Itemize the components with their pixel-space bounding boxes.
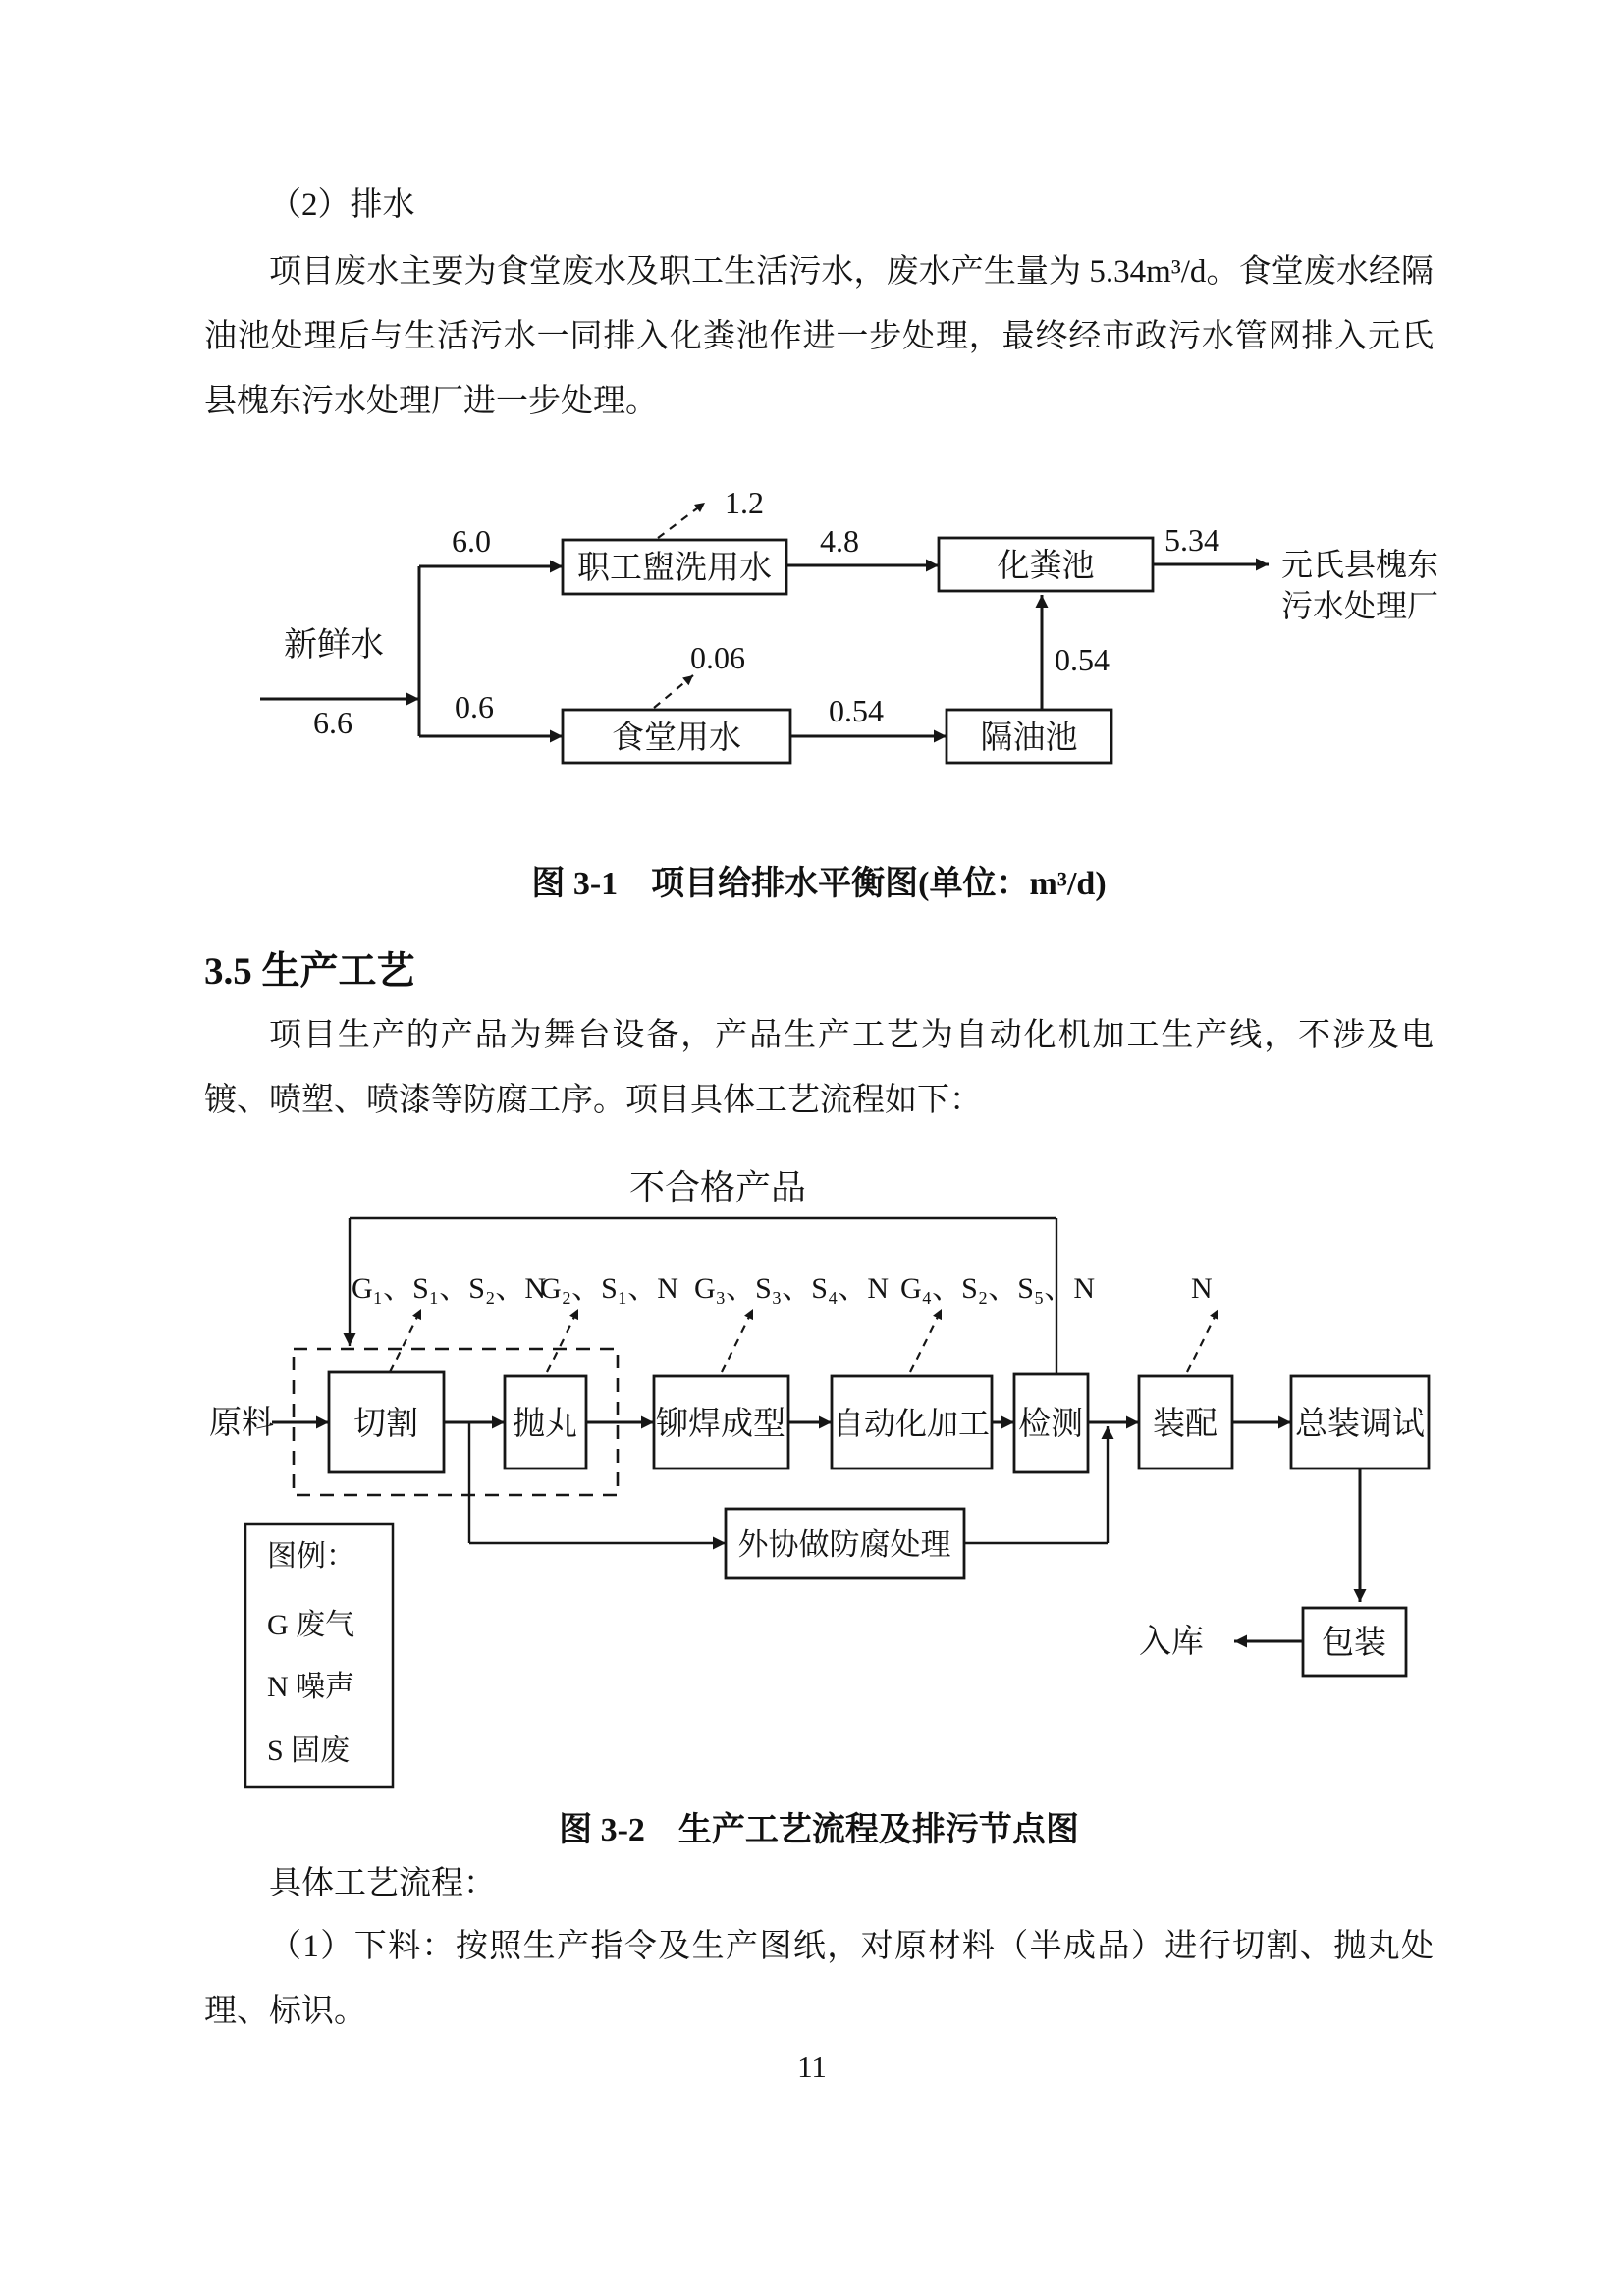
step-label-final-assembly: 总装调试	[1295, 1407, 1425, 1442]
step-label-machining: 自动化加工	[832, 1406, 991, 1441]
emission-arrow-machining	[910, 1309, 942, 1372]
emission-arrow-welding	[722, 1309, 753, 1372]
value-washing-in: 6.0	[452, 523, 491, 559]
figure-3-1-caption: 图 3-1 项目给排水平衡图(单位：m³/d)	[531, 866, 1107, 902]
process-flow-svg	[162, 1158, 1468, 1796]
washing-loss-arrow	[658, 503, 705, 538]
grease-label: 隔油池	[980, 721, 1078, 756]
emission-label-cutting: G₁、S₁、S₂、N	[352, 1272, 547, 1305]
packing-label: 包装	[1322, 1626, 1386, 1661]
step-label-inspection: 检测	[1018, 1407, 1083, 1442]
value-washing-loss: 1.2	[725, 485, 764, 520]
legend-gas: G 废气	[267, 1609, 355, 1641]
legend-title: 图例：	[267, 1540, 355, 1573]
septic-label: 化粪池	[997, 549, 1095, 584]
value-total-in: 6.6	[313, 705, 352, 740]
emission-label-assembly: N	[1191, 1272, 1213, 1305]
value-grease-out: 0.54	[1055, 642, 1110, 677]
process-step-1: （1）下料：按照生产指令及生产图纸，对原材料（半成品）进行切割、抛丸处理、标识。	[204, 1929, 1434, 2029]
legend-solid-waste: S 固废	[267, 1735, 351, 1767]
value-discharge: 5.34	[1164, 522, 1219, 558]
legend-noise: N 噪声	[267, 1671, 355, 1703]
storage-label: 入库	[1139, 1625, 1204, 1660]
emission-arrow-assembly	[1187, 1309, 1218, 1372]
value-canteen-out: 0.54	[829, 693, 884, 728]
step-label-assembly: 装配	[1153, 1407, 1218, 1442]
page-number: 11	[797, 2050, 827, 2084]
raw-material-label: 原料	[209, 1406, 274, 1441]
plant-label-line1: 元氏县槐东	[1281, 547, 1439, 582]
section-heading-3-5: 3.5 生产工艺	[204, 950, 415, 992]
plant-label-line2: 污水处理厂	[1281, 588, 1439, 623]
process-flow-title: 具体工艺流程：	[269, 1866, 496, 1901]
process-paragraph: 项目生产的产品为舞台设备，产品生产工艺为自动化机加工生产线，不涉及电镀、喷塑、喷漆等防腐工序。项目具体工艺流程如下：	[204, 1018, 1434, 1118]
outsource-label: 外协做防腐处理	[737, 1527, 951, 1562]
water-balance-svg	[196, 452, 1473, 883]
washing-label: 职工盥洗用水	[577, 551, 772, 586]
step-label-welding: 铆焊成型	[656, 1407, 785, 1442]
fresh-water-label: 新鲜水	[284, 627, 384, 664]
emission-arrow-cutting	[390, 1309, 421, 1372]
canteen-label: 食堂用水	[612, 721, 741, 756]
emission-label-machining: G₄、S₂、S₅、N	[900, 1272, 1096, 1305]
reject-product-label: 不合格产品	[628, 1168, 807, 1207]
step-label-cutting: 切割	[353, 1407, 418, 1442]
figure-3-2-caption: 图 3-2 生产工艺流程及排污节点图	[559, 1812, 1079, 1848]
emission-arrow-shot-blasting	[547, 1309, 578, 1372]
canteen-loss-arrow	[654, 675, 693, 708]
drainage-heading: （2）排水	[269, 187, 415, 223]
value-washing-out: 4.8	[820, 523, 859, 559]
step-label-shot-blasting: 抛丸	[513, 1407, 577, 1442]
figure-3-2-process-flow-diagram	[162, 1158, 1468, 1796]
value-canteen-in: 0.6	[455, 689, 494, 724]
emission-label-shot-blasting: G₂、S₁、N	[540, 1272, 678, 1305]
value-canteen-loss: 0.06	[690, 640, 745, 675]
drainage-paragraph: 项目废水主要为食堂废水及职工生活污水，废水产生量为 5.34m³/d。食堂废水经隔油池处理后与生活污水一同排入化粪池作进一步处理，最终经市政污水管网排入元氏县槐东污水处理厂进一步处理。	[204, 254, 1434, 419]
emission-label-welding: G₃、S₃、S₄、N	[694, 1272, 890, 1305]
figure-3-1-water-balance-diagram	[196, 452, 1473, 883]
